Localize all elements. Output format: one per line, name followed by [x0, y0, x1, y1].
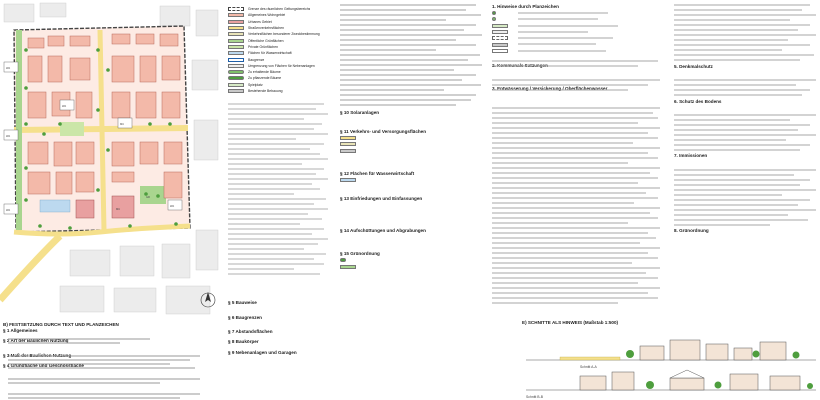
section-heading: 5. Denkmalschutz [674, 64, 713, 69]
legend-item: Verkehrsflächen besonderer Zweckbestimmung [228, 31, 332, 37]
section-heading: § 10 Solaranlagen [340, 110, 380, 115]
section-heading: § 2 Art der Baulichen Nutzung [3, 338, 69, 344]
section-heading: § 13 Einfriedungen und Einfassungen [340, 196, 423, 202]
map-label: WA [6, 135, 11, 138]
legend-item: Allgemeines Wohngebiet [228, 12, 332, 18]
legend-item: Bestehende Bebauung [228, 88, 332, 94]
sections-col2 [228, 300, 332, 356]
legend-item: Öffentliche Grünflächen [228, 37, 332, 43]
section-label: Schnitt A-A [580, 365, 597, 369]
section-heading: 7. Immissionen [674, 153, 708, 158]
section-heading: 6. Schutz des Bodens [674, 99, 722, 104]
legend-item: Umgrenzung von Flächen für Nebenanlagen [228, 63, 332, 69]
map-label: WA [6, 67, 11, 70]
legend-item: Urbanes Gebiet [228, 19, 332, 25]
legend-item: Grenze des räumlichen Geltungsbereichs [228, 6, 332, 12]
section-heading: 8. Grünordnung [674, 228, 709, 233]
col-legend [224, 0, 334, 400]
section-heading: § 7 Abstandsflächen [228, 329, 273, 335]
map-label: WA [62, 105, 67, 108]
legend-text-lines [224, 100, 334, 280]
col-plan [0, 0, 222, 400]
section-heading: § 1 Allgemeines [3, 328, 38, 333]
section-heading: 1. Hinweise durch Planzeichen [492, 4, 559, 9]
col-text-1 [336, 0, 486, 400]
section-heading: 3. Entwässerung / Versickerung / Oberflächenwasser [492, 85, 608, 91]
legend-item: Straßenverkehrsflächen [228, 25, 332, 31]
legend-item: Spielplatz [228, 82, 332, 88]
map-label: WA [6, 209, 11, 212]
map-label: MU [120, 123, 125, 126]
sections-panel [520, 318, 820, 400]
legend [228, 6, 332, 94]
section-heading: § 11 Verkehrs- und Versorgungsflächen [340, 128, 427, 134]
site-plan [0, 0, 222, 318]
section-heading: § 9 Nebenanlagen und Garagen [228, 349, 297, 355]
text-lines [0, 322, 222, 400]
section-heading: 2. Kommunale Satzungen [492, 62, 548, 68]
legend-item: Zu pflanzende Bäume [228, 75, 332, 81]
section-heading: § 4 Grundfläche und Geschossfläche [3, 363, 84, 369]
cross-sections [520, 318, 820, 400]
map-label: MU [116, 208, 121, 211]
section-heading: § 5 Bauweise [228, 300, 257, 305]
section-heading: § 15 Grünordnung [340, 251, 380, 257]
section-heading: § 3 Maß der Baulichen Nutzung [3, 352, 72, 358]
section-heading: E) SCHNITTE ALS HINWEIS (Maßstab 1:500) [522, 320, 619, 325]
section-heading: § 6 Baugrenzen [228, 314, 262, 320]
section-heading: § 14 Aufschüttungen und Abgrabungen [340, 227, 426, 233]
map-label: GR [146, 196, 150, 199]
legend-item: Flächen für Wasserwirtschaft [228, 50, 332, 56]
map-label: WA [170, 205, 175, 208]
sections-col3 [340, 110, 484, 270]
hinweise2-text-lines [670, 0, 820, 240]
section-label: Schnitt B-B [526, 395, 543, 399]
legend-item: Baugrenze [228, 56, 332, 62]
section-heading: § 8 Baukörper [228, 339, 259, 345]
legend-item [340, 263, 484, 269]
festsetzung-title: B) FESTSETZUNG DURCH TEXT UND PLANZEICHEN [3, 322, 119, 327]
legend-item: Private Grünflächen [228, 44, 332, 50]
legend-item: Zu erhaltende Bäume [228, 69, 332, 75]
section-heading: § 12 Flächen für Wasserwirtschaft [340, 170, 415, 176]
